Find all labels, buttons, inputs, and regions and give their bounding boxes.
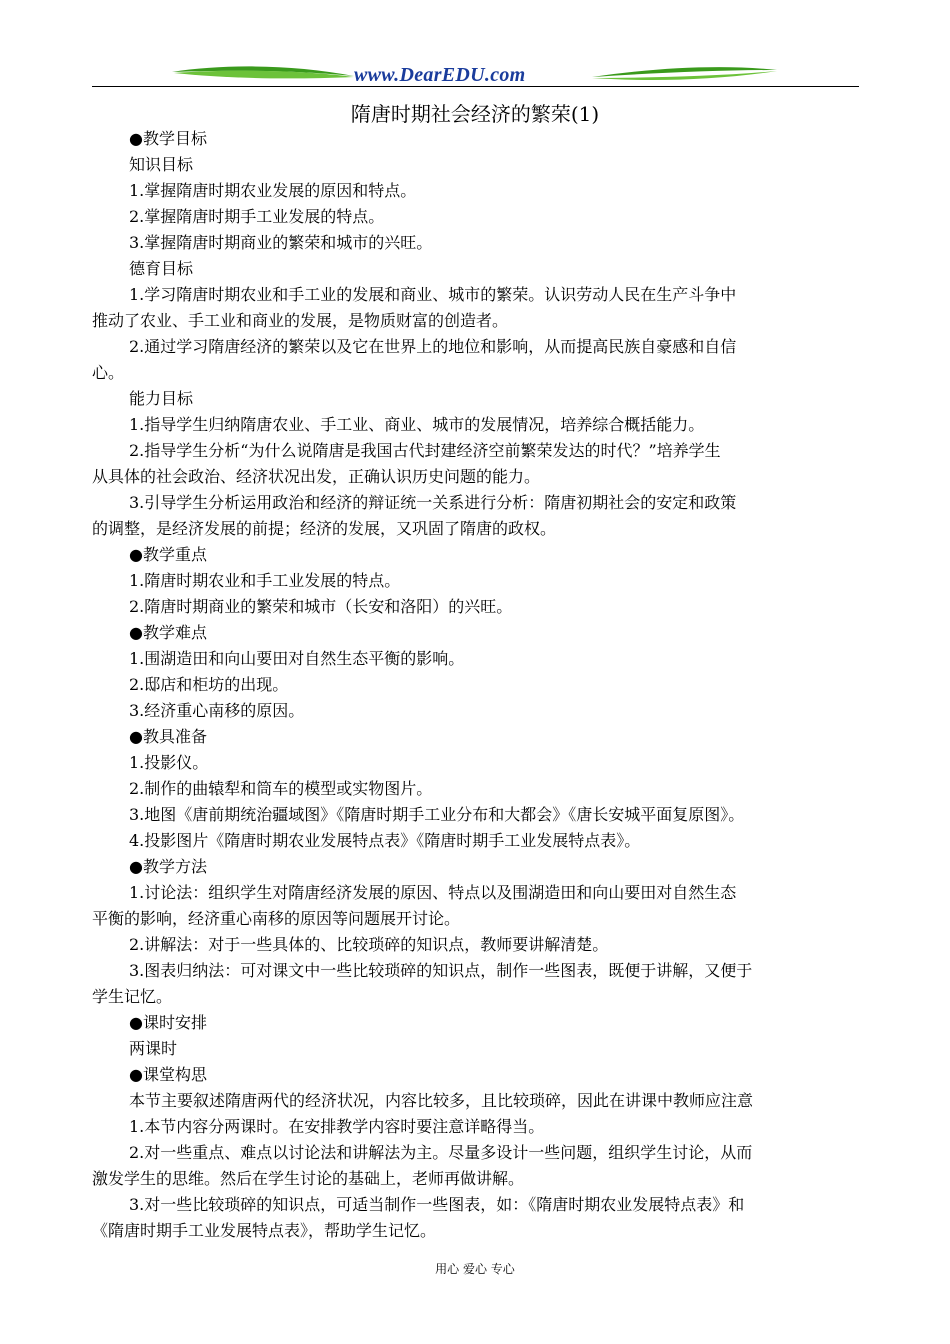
text-line: 2.指导学生分析“为什么说隋唐是我国古代封建经济空前繁荣发达的时代？”培养学生 [129,441,721,460]
text-line: 学生记忆。 [92,987,173,1006]
text-line: 本节主要叙述隋唐两代的经济状况，内容比较多，且比较琐碎，因此在讲课中教师应注意 [129,1091,754,1110]
document-body [92,126,859,1244]
text-line: 3.图表归纳法：可对课文中一些比较琐碎的知识点，制作一些图表，既便于讲解，又便于 [129,961,753,980]
text-line: 2.对一些重点、难点以讨论法和讲解法为主。尽量多设计一些问题，组织学生讨论，从而 [129,1143,753,1162]
text-line: 知识目标 [129,155,194,174]
page-footer: 用心 爱心 专心 [435,1262,515,1276]
text-line: 1.指导学生归纳隋唐农业、手工业、商业、城市的发展情况，培养综合概括能力。 [129,415,705,434]
text-line: 的调整，是经济发展的前提；经济的发展，又巩固了隋唐的政权。 [92,519,557,538]
text-line: 平衡的影响，经济重心南移的原因等问题展开讨论。 [92,909,461,928]
text-line: ●教学目标 [129,129,207,148]
text-line: 3.掌握隋唐时期商业的繁荣和城市的兴旺。 [129,233,433,252]
text-line: ●课时安排 [129,1013,207,1032]
text-line: 2.隋唐时期商业的繁荣和城市（长安和洛阳）的兴旺。 [129,597,513,616]
document-title: 隋唐时期社会经济的繁荣(1) [350,102,600,126]
text-line: 2.邸店和柜坊的出现。 [129,675,289,694]
text-line: 1.讨论法：组织学生对隋唐经济发展的原因、特点以及围湖造田和向山要田对自然生态 [129,883,737,902]
text-line: 3.经济重心南移的原因。 [129,701,305,720]
text-line: 1.投影仪。 [129,753,209,772]
text-line: ●教学方法 [129,857,207,876]
text-line: 推动了农业、手工业和商业的发展，是物质财富的创造者。 [92,311,509,330]
text-line: ●教学重点 [129,545,207,564]
text-line: 2.讲解法：对于一些具体的、比较琐碎的知识点，教师要讲解清楚。 [129,935,609,954]
text-line: 2.制作的曲辕犁和筒车的模型或实物图片。 [129,779,433,798]
text-line: 心。 [92,363,125,382]
site-logo-text[interactable]: www.DearEDU.com [354,64,526,86]
text-line: ●课堂构思 [129,1065,207,1084]
text-line: 1.掌握隋唐时期农业发展的原因和特点。 [129,181,417,200]
text-line: 从具体的社会政治、经济状况出发，正确认识历史问题的能力。 [92,467,541,486]
text-line: 1.围湖造田和向山要田对自然生态平衡的影响。 [129,649,465,668]
text-line: 激发学生的思维。然后在学生讨论的基础上，老师再做讲解。 [92,1169,525,1188]
header-divider [92,86,859,87]
text-line: 两课时 [129,1039,178,1058]
text-line: 《隋唐时期手工业发展特点表》，帮助学生记忆。 [92,1221,437,1240]
text-line: 德育目标 [129,259,194,278]
text-line: 1.学习隋唐时期农业和手工业的发展和商业、城市的繁荣。认识劳动人民在生产斗争中 [129,285,737,304]
text-line: ●教学难点 [129,623,207,642]
text-line: ●教具准备 [129,727,207,746]
text-line: 2.通过学习隋唐经济的繁荣以及它在世界上的地位和影响，从而提高民族自豪感和自信 [129,337,737,356]
text-line: 3.对一些比较琐碎的知识点，可适当制作一些图表，如：《隋唐时期农业发展特点表》和 [129,1195,745,1214]
text-line: 2.掌握隋唐时期手工业发展的特点。 [129,207,385,226]
text-line: 4.投影图片《隋唐时期农业发展特点表》《隋唐时期手工业发展特点表》。 [129,831,641,850]
text-line: 1.本节内容分两课时。在安排教学内容时要注意详略得当。 [129,1117,545,1136]
text-line: 1.隋唐时期农业和手工业发展的特点。 [129,571,401,590]
text-line: 能力目标 [129,389,194,408]
text-line: 3.引导学生分析运用政治和经济的辩证统一关系进行分析：隋唐初期社会的安定和政策 [129,493,737,512]
text-line: 3.地图《唐前期统治疆域图》《隋唐时期手工业分布和大都会》《唐长安城平面复原图》。 [129,805,745,824]
